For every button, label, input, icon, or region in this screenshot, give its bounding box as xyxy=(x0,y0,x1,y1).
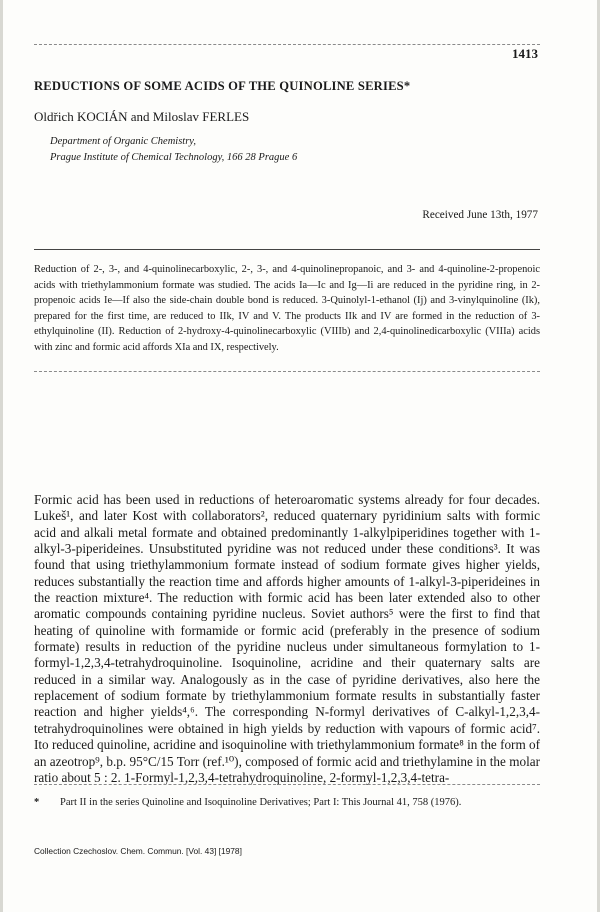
page-number: 1413 xyxy=(512,46,538,61)
footnote-text: Part II in the series Quinoline and Isoquinoline Derivatives; Part I: This Journal 41, 758 (1976). xyxy=(60,797,462,808)
footnote xyxy=(34,795,540,811)
scan-edge-left xyxy=(0,0,3,912)
received-date: Received June 13th, 1977 xyxy=(422,209,538,221)
footnote-rule xyxy=(34,784,540,785)
affiliation-department: Department of Organic Chemistry, xyxy=(50,136,197,147)
header-rule xyxy=(34,44,540,45)
journal-footer: Collection Czechoslov. Chem. Commun. [Vol. 43] [1978] xyxy=(34,846,242,856)
abstract-text: Reduction of 2-, 3-, and 4-quinolinecarboxylic, 2-, 3-, and 4-quinolinepropanoic, and 3- and 4-quinoline-2-propenoic acids with triethylammonium formate was studied. The acids Ia—Ic and Ig—Ii are reduced in the pyridine ring, in 2-propenoic acids Ie—If also the side-chain double bond is reduced. 3-Quinolyl-1-ethanol (Ij) and 3-vinylquinoline (Ik), prepared for the first time, are reduced to IIk, IV and V. The products IIk and IV are formed in the reduction of 3-ethylquinoline (II). Reduction of 2-hydroxy-4-quinolinecarboxylic (VIIIb) and 2,4-quinolinedicarboxylic (VIIIa) acids with zinc and formic acid affords XIa and IX, respectively. xyxy=(34,264,540,353)
article-title: REDUCTIONS OF SOME ACIDS OF THE QUINOLINE SERIES* xyxy=(34,79,411,93)
abstract-bottom-rule xyxy=(34,371,540,372)
article-authors: Oldřich KOCIÁN and Miloslav FERLES xyxy=(34,109,250,124)
body-paragraph: Formic acid has been used in reductions of heteroaromatic systems already for four decades. Lukeš¹, and later Kost with collaborators², reduced quaternary pyridinium salts with formic acid and alkali metal formate and obtained predominantly 1-alkylpiperidines together with 1-alkyl-3-piperideines. Unsubstituted pyridine was not reduced under these conditions³. It was found that using triethylammonium formate instead of sodium formate gives higher yields, reduces substantially the reaction time and affords higher amounts of 1-alkyl-3-piperideines in the reaction mixture⁴. The reduction with formic acid has been later extended also to other aromatic compounds containing pyridine nucleus. Soviet authors⁵ were the first to find that heating of quinoline with formamide or formic acid (preferably in the presence of sodium formate) results in reduction of the pyridine nucleus under simultaneous formylation to 1-formyl-1,2,3,4-tetrahydroquinoline. Isoquinoline, acridine and their quaternary salts are reduced in a similar way. Analogously as in the case of pyridine derivatives, also here the replacement of sodium formate by triethylammonium formate results in substantially faster reaction and higher yields⁴,⁶. The corresponding N-formyl derivatives of C-alkyl-1,2,3,4-tetrahydroquinolines were obtained in high yields by reduction with vapours of formic acid⁷. Ito reduced quinoline, acridine and isoquinoline with triethylammonium formate⁸ in the form of an azeotrop⁹, b.p. 95°C/15 Torr (ref.¹⁰), composed of formic acid and triethylamine in the molar ratio about 5 : 2. 1-Formyl-1,2,3,4-tetrahydroquinoline, 2-formyl-1,2,3,4-tetra- xyxy=(34,492,540,785)
affiliation-institute: Prague Institute of Chemical Technology, 166 28 Prague 6 xyxy=(50,152,298,163)
abstract-top-rule xyxy=(34,249,540,250)
footnote-mark: * xyxy=(34,797,40,808)
